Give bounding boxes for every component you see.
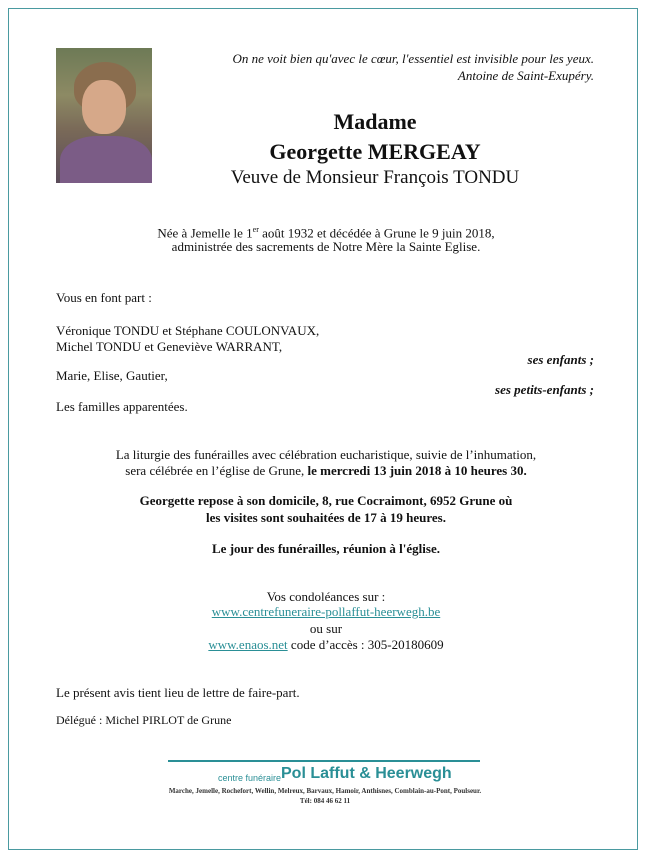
- children-line-2: Michel TONDU et Geneviève WARRANT,: [56, 339, 283, 354]
- logo-brand-text: Pol Laffut & Heerwegh: [281, 765, 452, 782]
- condolences-link-1-row: [40, 603, 612, 620]
- quote-text: On ne voit bien qu'avec le cœur, l'essentiel est invisible pour les yeux.: [232, 51, 594, 66]
- delegate-line: Délégué : Michel PIRLOT de Grune: [56, 713, 232, 727]
- gathering-line: Le jour des funérailles, réunion à l'église.: [212, 541, 440, 556]
- quote-author: Antoine de Saint-Exupéry.: [457, 68, 594, 83]
- liturgy-place: sera célébrée en l’église de Grune,: [125, 463, 308, 478]
- liturgy-date: le mercredi 13 juin 2018 à 10 heures 30.: [307, 463, 527, 478]
- announce-intro: Vous en font part :: [56, 290, 152, 305]
- logo-divider: [168, 760, 480, 762]
- logo-phone: Tél: 084 46 62 11: [299, 797, 351, 805]
- condolences-link-2-row: [40, 636, 612, 653]
- logo-small-text: centre funéraire: [218, 773, 282, 783]
- children-line-1: Véronique TONDU et Stéphane COULONVAUX,: [56, 323, 320, 338]
- or-line: ou sur: [309, 621, 343, 636]
- birth-suffix: août 1932 et décédée à Grune le 9 juin 2018,: [258, 225, 495, 241]
- enaos-link[interactable]: www.enaos.net: [208, 637, 288, 652]
- grandchildren-label: ses petits-enfants ;: [495, 382, 594, 397]
- spouse-line: Veuve de Monsieur François TONDU: [230, 167, 520, 188]
- birth-sup: er: [252, 225, 259, 234]
- honorific: Madame: [333, 109, 417, 134]
- sacraments-line: administrée des sacrements de Notre Mère la Sainte Eglise.: [171, 239, 481, 254]
- birth-prefix: Née à Jemelle le 1: [157, 225, 253, 241]
- relatives-line: Les familles apparentées.: [56, 399, 188, 414]
- photo-face-shape: [82, 80, 126, 134]
- access-code: code d’accès : 305-20180609: [287, 637, 444, 652]
- children-label: ses enfants ;: [527, 352, 594, 367]
- liturgy-line-1: La liturgie des funérailles avec célébration eucharistique, suivie de l’inhumation,: [115, 447, 537, 462]
- quote-block: [232, 50, 594, 84]
- rest-line-1: Georgette repose à son domicile, 8, rue Cocraimont, 6952 Grune où: [139, 493, 513, 508]
- portrait-photo: [56, 48, 152, 183]
- liturgy-line-2: [40, 462, 612, 479]
- grandchildren-line: Marie, Elise, Gautier,: [56, 368, 168, 383]
- condolences-label: Vos condoléances sur :: [266, 589, 386, 604]
- deceased-name: Georgette MERGEAY: [269, 139, 481, 164]
- notice-line: Le présent avis tient lieu de lettre de faire-part.: [56, 685, 300, 700]
- rest-line-2: les visites sont souhaitées de 17 à 19 heures.: [206, 510, 446, 525]
- photo-body-shape: [60, 136, 152, 183]
- funeral-home-link[interactable]: www.centrefuneraire-pollaffut-heerwegh.be: [211, 604, 441, 619]
- logo-towns: Marche, Jemelle, Rochefort, Wellin, Melreux, Barvaux, Hamoir, Anthisnes, Comblain-au-Pont, Poulseur.: [168, 787, 482, 795]
